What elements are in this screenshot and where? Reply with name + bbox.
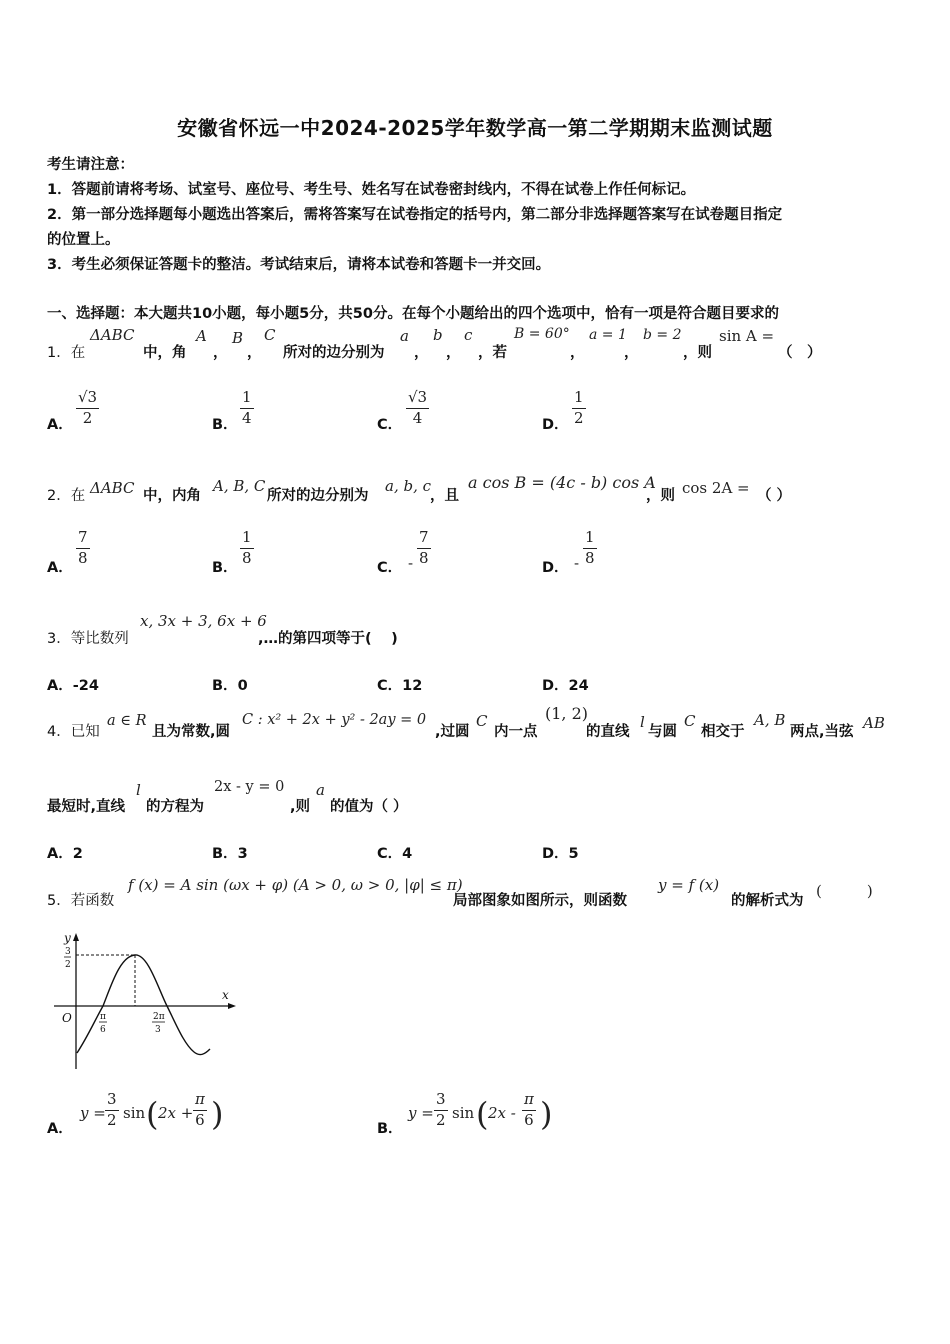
q2-option-c-sign: - xyxy=(408,554,414,572)
q4-option-b[interactable] xyxy=(212,842,248,863)
q3-option-b-value: 0 xyxy=(237,678,248,694)
q4-line2-l: l xyxy=(136,781,141,799)
q1-text-1: 中，角 xyxy=(143,345,187,361)
notice-heading: 考生请注意： xyxy=(47,157,134,173)
q4-number: 4．已知 xyxy=(47,724,100,740)
q2-option-d-den: 8 xyxy=(585,549,595,567)
q1-sep-1: ， xyxy=(213,345,228,361)
q1-side-c: c xyxy=(464,326,473,344)
graph-x1-num: π xyxy=(100,1012,106,1022)
page-title: 安徽省怀远一中2024-2025学年数学高一第二学期期末监测试题 xyxy=(177,116,773,140)
q4-option-c-label: C． xyxy=(377,846,403,862)
q4-line2-text-c: ,则 xyxy=(290,799,311,815)
q4-text-1: 且为常数,圆 xyxy=(152,724,231,740)
q3-option-c-label: C． xyxy=(377,678,403,694)
q5-graph xyxy=(48,926,243,1074)
q5-option-b-phase-num: π xyxy=(524,1090,534,1108)
q2-option-d-sign: - xyxy=(574,554,580,572)
q5-blank: ( ) xyxy=(816,882,873,900)
q5-option-a-coef-num: 3 xyxy=(107,1090,117,1108)
q4-line-l: l xyxy=(640,713,645,731)
q5-text-2: 的解析式为 xyxy=(731,893,804,909)
q1-option-c-label[interactable]: C． xyxy=(377,417,403,433)
q4-points-ab: A, B xyxy=(754,711,786,729)
q3-option-a-value: -24 xyxy=(72,678,99,694)
q5-option-a-phase xyxy=(193,1090,207,1129)
q4-option-a-label: A． xyxy=(47,846,73,862)
graph-x2-num: 2π xyxy=(153,1012,165,1022)
q1-option-d-frac xyxy=(572,388,586,427)
q1-side-a: a xyxy=(400,327,409,345)
q3-sequence: x, 3x + 3, 6x + 6 xyxy=(140,612,267,630)
notice-item-1: 1．答题前请将考场、试室号、座位号、考生号、姓名写在试卷密封线内，不得在试卷上作任何标记。 xyxy=(47,182,696,198)
q2-number: 2．在 xyxy=(47,488,86,504)
notice-item-3: 3．考生必须保证答题卡的整洁。考试结束后，请将本试卷和答题卡一并交回。 xyxy=(47,257,551,273)
q5-option-a-label[interactable]: A． xyxy=(47,1121,73,1137)
q1-option-d-label[interactable]: D． xyxy=(542,417,569,433)
q5-option-a-coef-den: 2 xyxy=(107,1111,117,1129)
q1-option-c-den: 4 xyxy=(406,408,429,427)
q4-line2-a: a xyxy=(316,781,325,799)
q3-option-b[interactable] xyxy=(212,674,248,695)
q5-option-a-arg: 2x + xyxy=(158,1104,194,1122)
q5-option-b-lhs: y = xyxy=(408,1104,434,1122)
q1-sep-3: ， xyxy=(414,345,429,361)
q4-text-4: 的直线 xyxy=(586,724,630,740)
graph-y-label: y xyxy=(64,931,71,945)
q2-option-c-num: 7 xyxy=(419,528,429,546)
q1-ask: sin A = xyxy=(719,327,775,345)
graph-x2-den: 3 xyxy=(155,1025,161,1035)
q1-option-b-frac xyxy=(240,388,254,427)
q3-number: 3．等比数列 xyxy=(47,631,129,647)
q1-sep-4: ， xyxy=(446,345,461,361)
q2-text-4: ，则 xyxy=(646,488,675,504)
graph-x-label: x xyxy=(222,988,229,1002)
q2-text-3: ，且 xyxy=(430,488,459,504)
q1-option-d-den: 2 xyxy=(574,409,584,427)
q2-text-1: 中，内角 xyxy=(143,488,201,504)
q1-side-b: b xyxy=(433,326,443,344)
q4-option-d[interactable] xyxy=(542,842,579,863)
q2-option-c-frac xyxy=(417,528,431,567)
q4-line2-text-a: 最短时,直线 xyxy=(47,799,126,815)
q5-option-b-lparen: ( xyxy=(476,1095,489,1133)
q4-text-7: 两点,当弦 xyxy=(790,724,854,740)
q5-option-a-coef xyxy=(105,1090,119,1129)
q5-option-a-lhs: y = xyxy=(80,1104,106,1122)
q5-option-a-phase-num: π xyxy=(195,1090,205,1108)
q4-line2-text-b: 的方程为 xyxy=(146,799,204,815)
q1-sep-6: ， xyxy=(624,345,639,361)
q4-a-in-r: a ∈ R xyxy=(107,713,147,729)
q5-option-a-fn: sin xyxy=(123,1104,146,1122)
q5-option-b-rparen: ) xyxy=(540,1095,553,1133)
q4-circle-c: C xyxy=(476,712,488,730)
q3-option-b-label: B． xyxy=(212,678,238,694)
q2-option-d-num: 1 xyxy=(585,528,595,546)
q4-point: (1, 2) xyxy=(545,704,589,723)
sine-curve xyxy=(77,955,210,1055)
graph-origin: O xyxy=(62,1011,72,1025)
graph-ymax-num: 3 xyxy=(65,947,71,957)
q3-option-a[interactable] xyxy=(47,674,99,695)
q4-option-b-value: 3 xyxy=(237,846,248,862)
graph-ymax-den: 2 xyxy=(65,960,71,970)
q3-option-d-label: D． xyxy=(542,678,569,694)
q4-text-5: 与圆 xyxy=(648,724,677,740)
q4-line2-text-d: 的值为（ ） xyxy=(330,799,408,815)
q2-option-a-den: 8 xyxy=(78,549,88,567)
q1-text-4: ，则 xyxy=(683,345,712,361)
q1-option-c-num: √3 xyxy=(408,388,428,406)
q4-option-c-value: 4 xyxy=(402,846,413,862)
q4-option-d-label: D． xyxy=(542,846,569,862)
q1-option-b-den: 4 xyxy=(242,409,252,427)
q4-option-b-label: B． xyxy=(212,846,238,862)
graph-x1-den: 6 xyxy=(100,1025,106,1035)
q4-option-d-value: 5 xyxy=(568,846,579,862)
q5-option-a-lparen: ( xyxy=(146,1095,159,1133)
q1-angle-a: A xyxy=(196,327,207,345)
q5-option-b-label[interactable]: B． xyxy=(377,1121,403,1137)
q1-option-a-num: √3 xyxy=(78,388,98,406)
q2-blank: （ ） xyxy=(757,488,792,504)
q5-option-a-phase-den: 6 xyxy=(193,1110,207,1129)
q2-ask: cos 2A = xyxy=(682,479,750,497)
q2-option-a-num: 7 xyxy=(78,528,88,546)
q1-option-b-num: 1 xyxy=(242,388,252,406)
q5-option-b-phase xyxy=(522,1090,536,1129)
q2-option-c-label[interactable]: C． xyxy=(377,560,403,576)
q4-option-a[interactable] xyxy=(47,842,83,863)
q3-text-1: ,…的第四项等于( ) xyxy=(258,631,398,647)
q2-option-c-den: 8 xyxy=(419,549,429,567)
q2-option-b-label[interactable]: B． xyxy=(212,560,238,576)
q2-option-b-den: 8 xyxy=(242,549,252,567)
q4-chord-ab: AB xyxy=(863,714,885,732)
q1-option-a-den: 2 xyxy=(76,408,99,427)
q1-cond-b: b = 2 xyxy=(643,327,682,343)
q5-yf: y = f (x) xyxy=(658,876,720,894)
section-heading: 一、选择题：本大题共10小题，每小题5分，共50分。在每个小题给出的四个选项中，恰有一项是符合题目要求的 xyxy=(47,306,779,322)
q1-angle-b: B xyxy=(232,329,244,347)
q4-text-3: 内一点 xyxy=(494,724,538,740)
q4-circle-c2: C xyxy=(684,712,696,730)
q1-option-a-label[interactable]: A． xyxy=(47,417,73,433)
q5-option-b-arg: 2x - xyxy=(488,1104,516,1122)
q5-text-1: 局部图象如图所示，则函数 xyxy=(453,893,627,909)
q2-sides: a, b, c xyxy=(385,477,432,495)
q3-option-d-value: 24 xyxy=(568,678,589,694)
q2-triangle: ΔABC xyxy=(90,479,135,497)
q5-option-b-coef-den: 2 xyxy=(436,1111,446,1129)
q2-option-a-frac xyxy=(76,528,90,567)
q1-option-b-label[interactable]: B． xyxy=(212,417,238,433)
q5-option-a-rparen: ) xyxy=(211,1095,224,1133)
q1-text-2: 所对的边分别为 xyxy=(283,345,385,361)
q2-equation: a cos B = (4c - b) cos A xyxy=(468,473,656,492)
q5-number: 5．若函数 xyxy=(47,893,115,909)
q5-option-b-fn: sin xyxy=(452,1104,475,1122)
y-axis-arrow-icon xyxy=(73,933,79,941)
q1-number: 1．在 xyxy=(47,345,86,361)
q2-option-d-frac xyxy=(583,528,597,567)
q4-text-6: 相交于 xyxy=(701,724,745,740)
q3-option-a-label: A． xyxy=(47,678,73,694)
q5-option-b-phase-den: 6 xyxy=(522,1110,536,1129)
q1-triangle: ΔABC xyxy=(90,326,135,344)
q1-sep-2: ， xyxy=(247,345,262,361)
q1-blank: （ ） xyxy=(778,345,822,361)
q3-option-c[interactable] xyxy=(377,674,422,695)
q5-option-b-coef-num: 3 xyxy=(436,1090,446,1108)
q1-option-a-frac xyxy=(76,388,99,427)
q2-option-a-label[interactable]: A． xyxy=(47,560,73,576)
q3-option-c-value: 12 xyxy=(402,678,423,694)
q1-option-d-num: 1 xyxy=(574,388,584,406)
q4-text-2: ,过圆 xyxy=(435,724,470,740)
q1-cond-a: a = 1 xyxy=(589,327,627,343)
notice-item-2-cont: 的位置上。 xyxy=(47,232,120,248)
q1-text-3: ，若 xyxy=(478,345,507,361)
x-axis-arrow-icon xyxy=(228,1003,236,1009)
q4-option-a-value: 2 xyxy=(72,846,83,862)
q5-function: f (x) = A sin (ωx + φ) (A > 0, ω > 0, |φ| ≤ π) xyxy=(128,876,463,894)
notice-item-2: 2．第一部分选择题每小题选出答案后，需将答案写在试卷指定的括号内，第二部分非选择题答案写在试卷题目指定 xyxy=(47,207,783,223)
q1-angle-c: C xyxy=(264,326,276,344)
q2-angles: A, B, C xyxy=(213,477,266,495)
q2-option-b-frac xyxy=(240,528,254,567)
q1-sep-5: ， xyxy=(570,345,585,361)
q1-cond-angle: B = 60° xyxy=(514,326,570,342)
q4-circle-eq: C : x² + 2x + y² - 2ay = 0 xyxy=(242,712,427,728)
q4-line-equation: 2x - y = 0 xyxy=(214,779,285,795)
q4-option-c[interactable] xyxy=(377,842,412,863)
q1-option-c-frac xyxy=(406,388,429,427)
q2-option-d-label[interactable]: D． xyxy=(542,560,569,576)
q2-option-b-num: 1 xyxy=(242,528,252,546)
q3-option-d[interactable] xyxy=(542,674,589,695)
q5-option-b-coef xyxy=(434,1090,448,1129)
q2-text-2: 所对的边分别为 xyxy=(267,488,369,504)
